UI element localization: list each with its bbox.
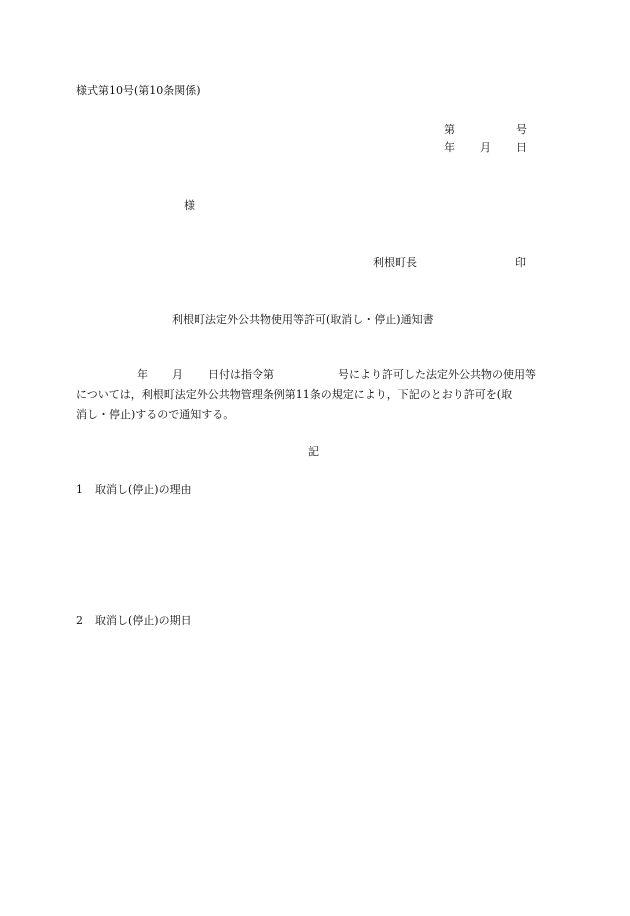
addressee-honorific: 様 [184, 199, 195, 212]
issue-date-day-label: 日 [516, 141, 527, 154]
body-line1-tail: 号により許可した法定外公共物の使用等 [338, 368, 536, 381]
form-number: 様式第10号(第10条関係) [76, 84, 201, 97]
note-item-reason [76, 483, 192, 497]
note-item-label: 取消し(停止)の期日 [95, 614, 192, 627]
seal-mark: 印 [515, 256, 526, 269]
note-item-number: 2 [76, 614, 83, 627]
document-number-prefix: 第 [444, 123, 455, 136]
document-title: 利根町法定外公共物使用等許可(取消し・停止)通知書 [172, 313, 434, 326]
body-year-label: 年 [137, 368, 148, 381]
body-line2: については，利根町法定外公共物管理条例第11条の規定により，下記のとおり許可を(取 [76, 388, 513, 401]
body-date-designation: 日付は指令第 [208, 368, 274, 381]
body-line3: 消し・停止)するので通知する。 [76, 408, 235, 421]
document-number-suffix: 号 [516, 123, 527, 136]
body-month-label: 月 [172, 368, 183, 381]
issuer-name: 利根町長 [373, 256, 417, 269]
note-item-date [76, 614, 192, 628]
note-item-number: 1 [76, 483, 83, 496]
note-item-label: 取消し(停止)の理由 [95, 483, 192, 496]
notes-heading: 記 [308, 445, 319, 458]
issue-date-year-label: 年 [444, 141, 455, 154]
issue-date-month-label: 月 [480, 141, 491, 154]
